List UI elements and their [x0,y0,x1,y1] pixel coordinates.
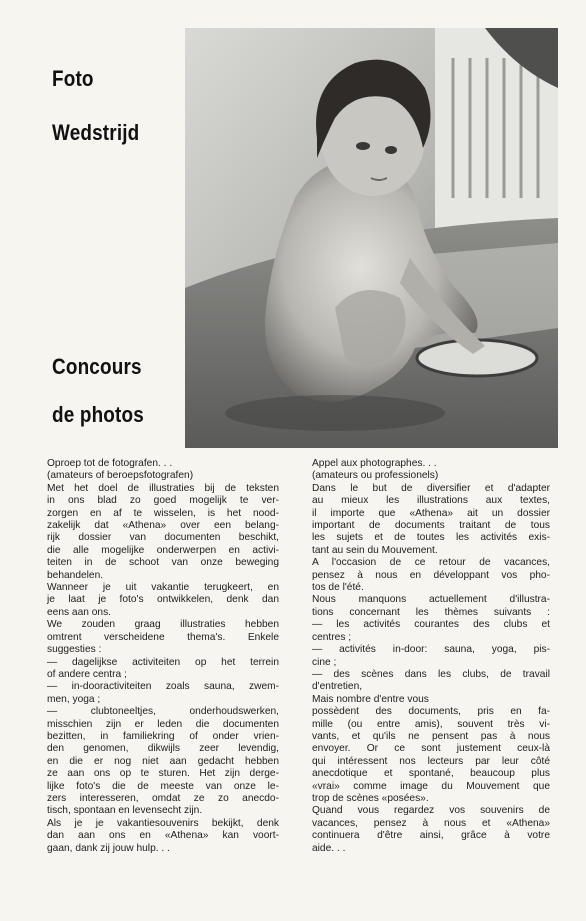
text-line: of andere centra ; [47,668,127,680]
text-line: qui intéressent nos lecteurs par leur côté [312,755,550,767]
text-line: in ons blad zo goed mogelijk te ver- [47,495,279,507]
text-line: d'entretien, [312,681,363,693]
text-line: anecdotique et spontané, beaucoup plus [312,768,550,780]
text-line: tisch, spontaan en levensecht zijn. [47,805,203,817]
text-line: die alle mogelijke onderwerpen en activi- [47,544,279,556]
text-line: dan aan ons en «Athena» kan voort- [47,830,279,842]
text-line: gaan, dank zij jouw hulp. . . [47,842,170,854]
text-line: Als je je vakantiesouvenirs bekijkt, denk [47,817,279,829]
text-line: en die er nog niet aan gedacht hebben [47,755,279,767]
text-line: continuera d'être ainsi, grâce à votre [312,830,550,842]
text-line: Wanneer je uit vakantie terugkeert, en [47,582,279,594]
text-line: A l'occasion de ce retour de vacances, [312,557,550,569]
text-line: — in-dooractiviteiten zoals sauna, zwem- [47,681,279,693]
text-line: «vrai» comme image du Mouvement que [312,780,550,792]
text-line: Appel aux photographes. . . [312,458,437,469]
text-line: trop de scènes «posées». [312,792,429,804]
text-line: omtrent verscheidene thema's. Enkele [47,631,279,643]
text-line: zorgen en af te wisselen, is het nood- [47,507,279,519]
text-line: suggesties : [47,644,102,656]
text-line: (amateurs ou professionels) [312,470,439,482]
text-line: envoyer. Or ce sont justement ceux-là [312,743,550,755]
text-line: il importe que «Athena» ait un dossier [312,507,550,519]
title-foto: Foto [52,66,94,91]
dutch-article-column [47,458,279,855]
text-line: cine ; [312,656,337,668]
child-photograph [185,28,558,448]
text-line: vants, et qu'ils ne pensent pas à nous [312,730,550,742]
text-line: den genomen, dikwijls zeer levendig, [47,743,279,755]
text-line: Oproep tot de fotografen. . . [47,458,173,469]
text-line: Quand vous regardez vos souvenirs de [312,805,550,817]
text-line: — activités in-door: sauna, yoga, pis- [312,644,550,656]
text-line: misschien zijn er leden die documenten [47,718,279,730]
text-line: les sujets et de toutes les activités exis- [312,532,550,544]
text-line: au mieux les illustrations aux textes, [312,495,550,507]
text-line: bezitten, in familiekring of onder vrien- [47,730,279,742]
text-line: We zouden graag illustraties hebben [47,619,279,631]
text-line: centres ; [312,631,352,643]
text-line: possèdent des documents, pris en fa- [312,706,550,718]
text-line: Nous manquons actuellement d'illustra- [312,594,550,606]
text-line: mille (ou entre amis), souvent très vi- [312,718,550,730]
text-line: lijke foto's die de meeste van onze le- [47,780,279,792]
text-line: important de documents traitant de tous [312,520,550,532]
text-line: zakelijk dat «Athena» over een belang- [47,520,279,532]
text-line: Met het doel de illustraties bij de teksten [47,482,279,494]
text-line: pensez à nous en développant vos pho- [312,569,550,581]
french-article-column [312,458,550,855]
text-line: tos de l'été. [312,582,364,594]
text-line: tions concernant les thèmes suivants : [312,606,550,618]
text-line: rijk dossier van documenten beschikt, [47,532,279,544]
title-wedstrijd: Wedstrijd [52,120,140,145]
text-line: je laat je foto's ontwikkelen, denk dan [47,594,279,606]
text-line: Dans le but de diversifier et d'adapter [312,482,550,494]
text-line: tant au sein du Mouvement. [312,544,438,556]
text-line: — les activités courantes des clubs et [312,619,550,631]
text-line: — dagelijkse activiteiten op het terrein [47,656,279,668]
text-line: — des scènes dans les clubs, de travail [312,668,550,680]
text-line: men, yoga ; [47,693,101,705]
text-line: vacances, pensez à nous et «Athena» [312,817,550,829]
text-line: ze aan ons op te sturen. Het zijn derge- [47,768,279,780]
text-line: zers interesseren, omdat ze zo anecdo- [47,792,279,804]
title-de-photos: de photos [52,402,144,427]
title-concours: Concours [52,354,142,379]
text-line: behandelen. [47,569,104,581]
text-line: eens aan ons. [47,606,112,618]
text-line: (amateurs of beroepsfotografen) [47,470,194,482]
text-line: Mais nombre d'entre vous [312,693,429,705]
text-line: teiten in de schoot van onze beweging [47,557,279,569]
text-line: — clubtoneeltjes, onderhoudswerken, [47,706,279,718]
text-line: aide. . . [312,842,346,854]
